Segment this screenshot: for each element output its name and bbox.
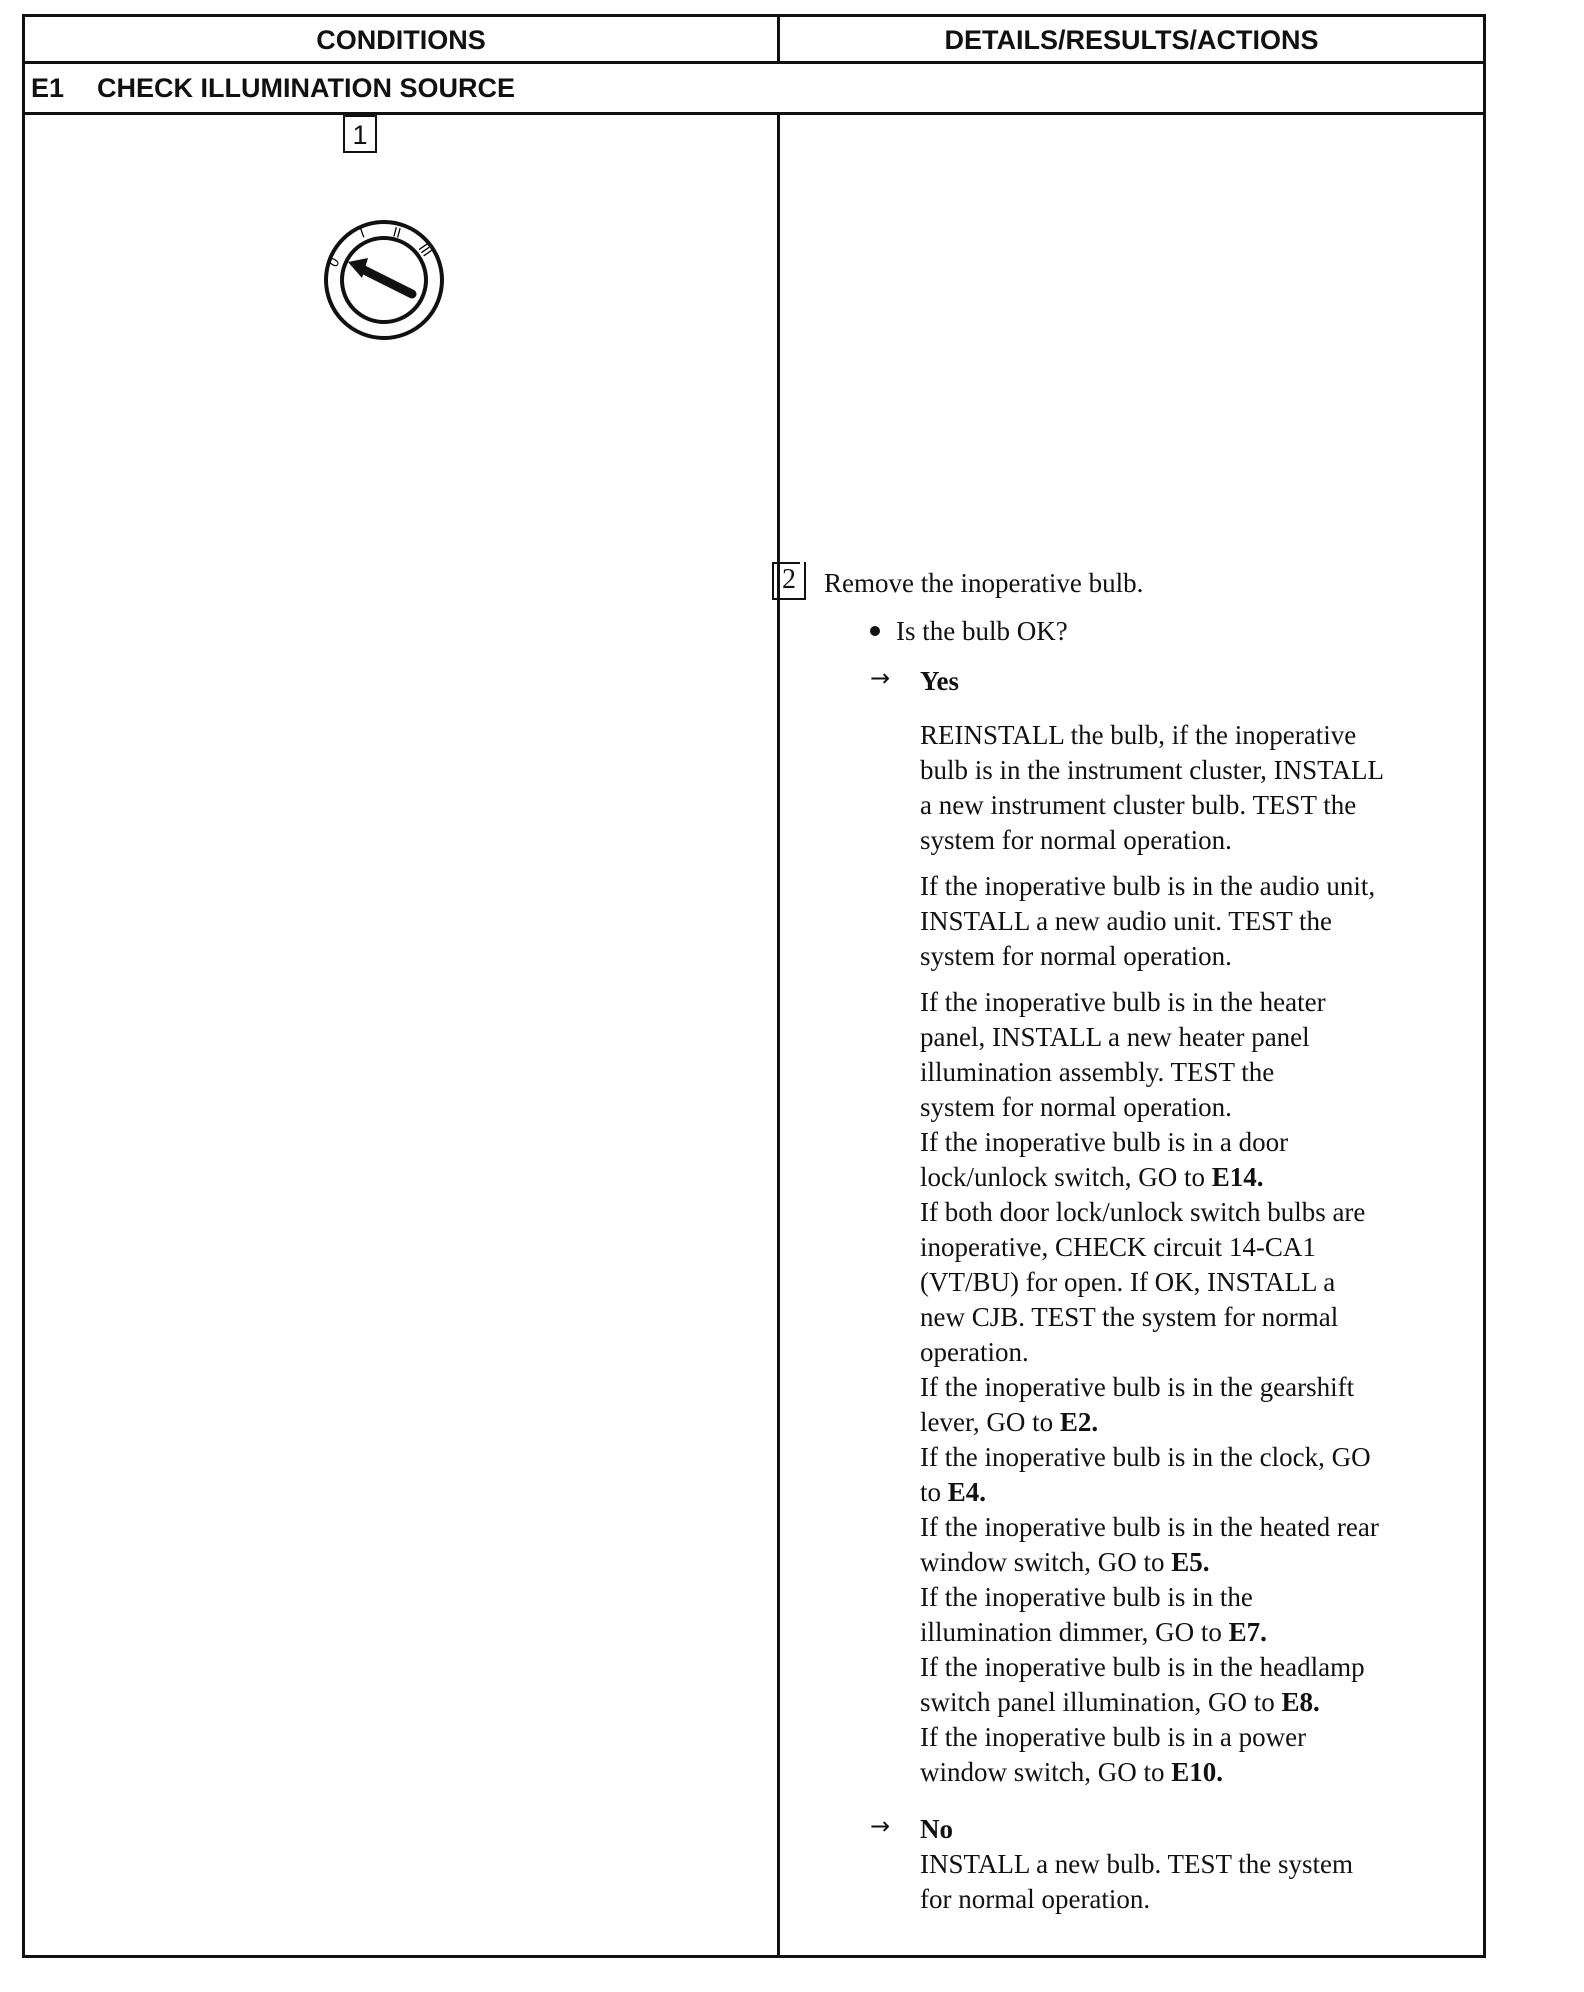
- yes-para1-line: a new instrument cluster bulb. TEST the: [920, 790, 1357, 820]
- ref-e10[interactable]: E10.: [1171, 1757, 1224, 1787]
- yes-para3-line: If the inoperative bulb is in a door: [920, 1127, 1289, 1157]
- step-2-box: 2: [772, 562, 806, 600]
- ref-e14[interactable]: E14.: [1211, 1162, 1264, 1192]
- yes-para3-line: switch panel illumination, GO to E8.: [920, 1687, 1320, 1717]
- ref-e2[interactable]: E2.: [1059, 1407, 1099, 1437]
- step-1-box: 1: [343, 115, 377, 153]
- ref-e5[interactable]: E5.: [1171, 1547, 1210, 1577]
- yes-para3-line: If the inoperative bulb is in the clock, GO: [920, 1442, 1371, 1472]
- bullet-icon: [870, 626, 880, 636]
- yes-para3-line: window switch, GO to E5.: [920, 1547, 1210, 1577]
- yes-para3-line: (VT/BU) for open. If OK, INSTALL a: [920, 1267, 1336, 1297]
- ignition-switch-icon: [322, 218, 446, 342]
- yes-para3-line: If the inoperative bulb is in the: [920, 1582, 1253, 1612]
- section-id: E1: [31, 73, 65, 103]
- arrow-right-icon: →: [870, 664, 891, 692]
- step-2-instruction: Remove the inoperative bulb.: [824, 568, 1144, 598]
- yes-para3-line: illumination dimmer, GO to E7.: [920, 1617, 1267, 1647]
- body-column-divider: [777, 115, 780, 1955]
- yes-para3-line: panel, INSTALL a new heater panel: [920, 1022, 1310, 1052]
- yes-para3-line: window switch, GO to E10.: [920, 1757, 1224, 1787]
- yes-para3-line: operation.: [920, 1337, 1029, 1367]
- ref-e7[interactable]: E7.: [1228, 1617, 1267, 1647]
- no-line: INSTALL a new bulb. TEST the system: [920, 1849, 1354, 1879]
- no-line: for normal operation.: [920, 1884, 1151, 1914]
- arrow-right-icon: →: [870, 1812, 891, 1840]
- yes-para1-line: REINSTALL the bulb, if the inoperative: [920, 720, 1357, 750]
- no-label: No: [920, 1814, 953, 1844]
- table-header: [25, 17, 1483, 64]
- ref-e8[interactable]: E8.: [1281, 1687, 1320, 1717]
- header-conditions: CONDITIONS: [316, 25, 486, 55]
- ignition-label-1: I: [357, 224, 367, 241]
- section-title: CHECK ILLUMINATION SOURCE: [97, 73, 515, 103]
- yes-para3-line: system for normal operation.: [920, 1092, 1232, 1122]
- yes-para3-line: lock/unlock switch, GO to E14.: [920, 1162, 1264, 1192]
- yes-para3-line: lever, GO to E2.: [920, 1407, 1099, 1437]
- yes-para3-line: new CJB. TEST the system for normal: [920, 1302, 1339, 1332]
- yes-para1-line: system for normal operation.: [920, 825, 1232, 855]
- ignition-label-0: 0: [324, 254, 343, 270]
- yes-para3-line: illumination assembly. TEST the: [920, 1057, 1275, 1087]
- section-heading: [25, 64, 1483, 115]
- yes-para2-line: system for normal operation.: [920, 941, 1232, 971]
- yes-para3-line: If both door lock/unlock switch bulbs are: [920, 1197, 1366, 1227]
- yes-para3-line: If the inoperative bulb is in a power: [920, 1722, 1307, 1752]
- yes-para3-line: inoperative, CHECK circuit 14-CA1: [920, 1232, 1316, 1262]
- yes-para2-line: INSTALL a new audio unit. TEST the: [920, 906, 1333, 936]
- header-details: DETAILS/RESULTS/ACTIONS: [944, 25, 1319, 55]
- yes-para3-line: to E4.: [920, 1477, 987, 1507]
- yes-para3-line: If the inoperative bulb is in the headlamp: [920, 1652, 1365, 1682]
- yes-para1-line: bulb is in the instrument cluster, INSTALL: [920, 755, 1384, 785]
- yes-para2-line: If the inoperative bulb is in the audio unit,: [920, 871, 1376, 901]
- ignition-label-3: III: [415, 240, 436, 260]
- step-2-question: Is the bulb OK?: [896, 616, 1068, 646]
- yes-label: Yes: [920, 666, 959, 696]
- ref-e4[interactable]: E4.: [947, 1477, 987, 1507]
- yes-para3-line: If the inoperative bulb is in the gearshift: [920, 1372, 1355, 1402]
- yes-para3-line: If the inoperative bulb is in the heated rear: [920, 1512, 1379, 1542]
- yes-para3-line: If the inoperative bulb is in the heater: [920, 987, 1326, 1017]
- ignition-label-2: II: [391, 223, 403, 241]
